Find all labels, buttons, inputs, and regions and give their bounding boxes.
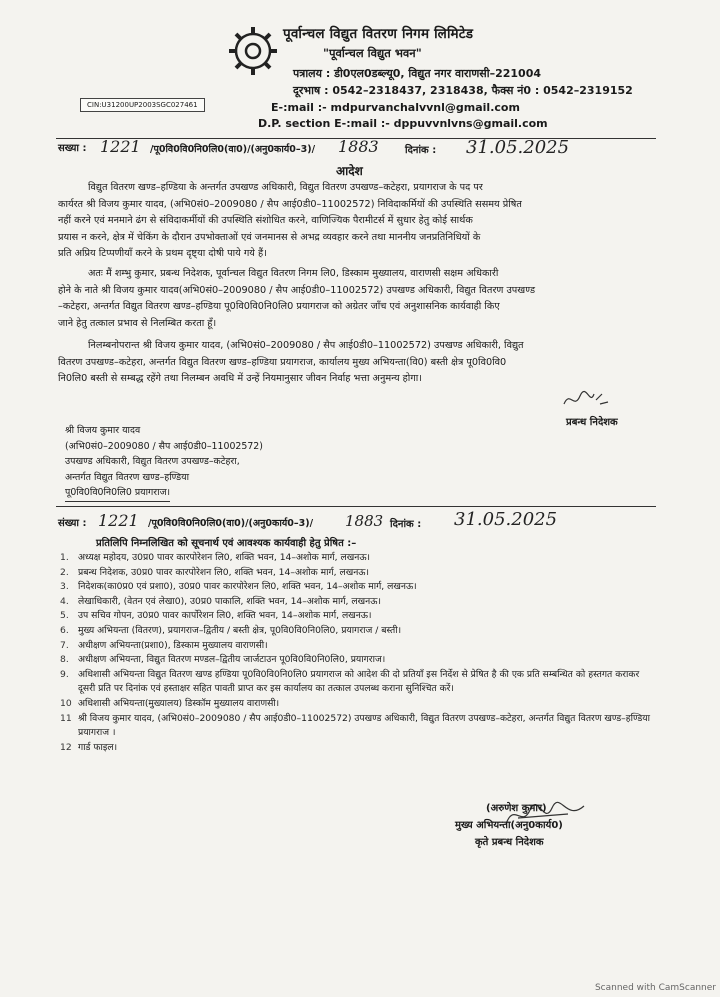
scanner-watermark: Scanned with CamScanner: [594, 983, 716, 993]
list-number: 7.: [60, 639, 69, 651]
paragraph-3: [58, 338, 656, 388]
list-number: 2.: [60, 566, 69, 578]
paragraph-1: [58, 180, 656, 263]
ref-date: 31.05.2025: [466, 137, 570, 158]
list-text: अधिशासी अभियन्ता(मुख्यालय) डिस्कॉम मुख्यालय वाराणसी।: [78, 697, 280, 709]
ref2-label: संख्या :: [58, 518, 87, 529]
list-text: उप सचिव गोपन, उ0प्र0 पावर कार्पोरेशन लि0, शक्ति भवन, 14–अशोक मार्ग, लखनऊ।: [78, 610, 372, 622]
list-item: [60, 697, 656, 712]
corporation-logo: [226, 24, 280, 78]
phone-line: दूरभाष : 0542–2318437, 2318438, फैक्स नं0 : 0542–2319152: [293, 84, 633, 97]
list-item: [60, 580, 656, 595]
list-text: प्रबन्ध निदेशक, उ0प्र0 पावर कारपोरेशन लि0, शक्ति भवन, 14–अशोक मार्ग, लखनऊ।: [78, 566, 370, 578]
org-name: पूर्वान्चल विद्युत वितरण निगम लिमिटेड: [283, 26, 474, 42]
ref-number: 1221: [100, 137, 141, 156]
email-line: E-:mail :- mdpurvanchalvvnl@gmail.com: [271, 101, 520, 114]
list-item: [60, 653, 656, 668]
p3-line: निलम्बनोपरान्त श्री विजय कुमार यादव, (अभि0सं0–2009080 / सैप आई0डी0–11002572) उपखण्ड अधिकारी, विद्युत: [88, 340, 524, 351]
list-text: मुख्य अभियन्ता (वितरण), प्रयागराज–द्वितीय / बस्ती क्षेत्र, पू0वि0वि0नि0लि0, प्रयागराज / बस्ती।: [78, 624, 402, 636]
addressee-line: पू0वि0वि0नि0लि0 प्रयागराज।: [65, 485, 170, 502]
signatory-md: प्रबन्ध निदेशक: [566, 417, 618, 428]
paragraph-2: [58, 266, 656, 332]
addressee-line: (अभि0सं0–2009080 / सैप आई0डी0–11002572): [65, 440, 263, 452]
list-number: 6.: [60, 624, 69, 636]
list-item: [60, 639, 656, 654]
p2-line: –कटेहरा, अन्तर्गत विद्युत वितरण खण्ड–हण्डिया पू0वि0वि0नि0लि0 प्रयागराज को अग्रेतर जाँच एवं अनुशासनिक कार्यवाही किए: [58, 301, 500, 312]
list-text: अधीक्षण अभियन्ता, विद्युत वितरण मण्डल–द्वितीय जार्जटाउन पू0वि0वि0नि0लि0, प्रयागराज।: [78, 654, 386, 666]
p3-line: नि0लि0 बस्ती से सम्बद्ध रहेंगे तथा निलम्बन अवधि में उन्हें नियमानुसार जीवन निर्वाह भत्ता अनुमन्य होगा।: [58, 373, 422, 384]
list-item: [60, 595, 656, 610]
p2-line: होने के नाते श्री विजय कुमार यादव(अभि0सं0–2009080 / सैप आई0डी0–11002572) उपखण्ड अधिकारी, विद्युत वितरण उपखण्ड: [58, 284, 536, 296]
list-text: अध्यक्ष महोदय, उ0प्र0 पावर कारपोरेशन लि0, शक्ति भवन, 14–अशोक मार्ग, लखनऊ।: [78, 552, 371, 563]
addressee-line: अन्तर्गत विद्युत वितरण खण्ड–हण्डिया: [65, 471, 190, 483]
order-title: आदेश: [336, 164, 363, 178]
p3-line: वितरण उपखण्ड–कटेहरा, अन्तर्गत विद्युत वितरण खण्ड–हण्डिया प्रयागराज, कार्यालय मुख्य अभियन्ता(वि0) बस्ती क्षेत्र पू0वि0वि0: [58, 356, 507, 368]
list-item: [60, 624, 656, 639]
ref-office-code: /पू0वि0वि0नि0लि0(वा0)/(अनु0कार्य0–3)/: [150, 144, 316, 155]
ref2-date-label: दिनांक :: [390, 519, 422, 530]
section-divider: [56, 506, 656, 507]
list-number: 9.: [60, 668, 69, 680]
signature-md: [560, 388, 610, 412]
signatory2-name: (अरुणेश कुमार): [486, 803, 547, 814]
list-item: [60, 668, 656, 697]
list-number: 3.: [60, 581, 69, 593]
list-number: 12: [60, 741, 72, 753]
list-item: [60, 551, 656, 566]
list-number: 1.: [60, 552, 69, 563]
list-text: अधिशासी अभियन्ता विद्युत वितरण खण्ड हण्डिया पू0वि0वि0नि0लि0 प्रयागराज को आदेश की दो प्रतियाँ इस निर्देश से प्रेषित है की एक प्रति सम्बन्धित को हस्तगत कराकर दूसरी प्रति पर दिनांक एवं हस्ताक्षर सहित पावती प्राप्त कर इस कार्यालय का तत्काल उपलब्ध कराना सुनिश्चित करें।: [78, 668, 640, 695]
addressee-line: उपखण्ड अधिकारी, विद्युत वितरण उपखण्ड–कटेहरा,: [65, 456, 240, 467]
ref2-office-code: /पू0वि0वि0नि0लि0(वा0)/(अनु0कार्य0–3)/: [148, 518, 314, 529]
list-item: [60, 609, 656, 624]
list-number: 8.: [60, 654, 69, 666]
ref2-handwritten-no: 1883: [345, 512, 384, 530]
list-item: [60, 566, 656, 581]
list-text: लेखाधिकारी, (वेतन एवं लेखा0), उ0प्र0 पाकालि, शक्ति भवन, 14–अशोक मार्ग, लखनऊ।: [78, 595, 381, 607]
list-text: गार्ड फाइल।: [78, 741, 118, 753]
list-number: 5.: [60, 610, 69, 622]
list-number: 11: [60, 712, 72, 724]
list-text: निदेशक(का0प्र0 एवं प्रशा0), उ0प्र0 पावर कारपोरेशन लि0, शक्ति भवन, 14–अशोक मार्ग, लखनऊ।: [78, 581, 417, 593]
p1-line: नहीं करने एवं मनमाने ढंग से संविदाकर्मीयों की उपस्थिति संशोधित करने, वाणिज्यिक पैरामीटर्स में सुधार हेतु कोई सार्थक: [58, 215, 473, 226]
list-item: [60, 712, 656, 741]
p1-line: प्रयास न करने, क्षेत्र में चेकिंग के दौरान उपभोक्ताओं एवं जनमानस से अभद्र व्यवहार करने तथा माननीय जनप्रतिनिधियों के: [58, 231, 481, 243]
list-number: 4.: [60, 595, 69, 607]
addressee-line: श्री विजय कुमार यादव: [65, 425, 141, 436]
list-text: अधीक्षण अभियन्ता(प्रशा0), डिस्काम मुख्यालय वाराणसी।: [78, 639, 268, 651]
addressee-block: [65, 423, 263, 502]
cin-number: CIN:U31200UP2003SGC027461: [80, 98, 205, 112]
p2-line: अतः मैं शम्भु कुमार, प्रबन्ध निदेशक, पूर्वान्चल विद्युत वितरण निगम लि0, डिस्काम मुख्यालय, वाराणसी सक्षम अधिकारी: [88, 268, 499, 279]
p2-line: जाने हेतु तत्काल प्रभाव से निलम्बित करता हूँ।: [58, 317, 217, 329]
ref-label: सख्या :: [58, 143, 87, 154]
p1-line: कार्यरत श्री विजय कुमार यादव, (अभि0सं0–2009080 / सैप आई0डी0–11002572) निविदाकर्मियों की उपस्थिति ससमय प्रेषित: [58, 198, 522, 210]
ref2-number: 1221: [98, 511, 139, 530]
building-name: "पूर्वान्चल विद्युत भवन": [323, 46, 422, 60]
list-item: [60, 741, 656, 756]
p1-line: प्रति अप्रिय टिप्पणीयाँ करने के प्रथम दृष्ट्या दोषी पाये गये हैं।: [58, 248, 267, 259]
signatory2-on-behalf: कृते प्रबन्ध निदेशक: [475, 837, 544, 848]
list-number: 10: [60, 697, 72, 709]
list-text: श्री विजय कुमार यादव, (अभि0सं0–2009080 / सैप आई0डी0–11002572) उपखण्ड अधिकारी, विद्युत वितरण उपखण्ड–कटेहरा, अन्तर्गत विद्युत वितरण खण्ड–हण्डिया प्रयागराज ।: [78, 712, 651, 739]
signatory2-designation: मुख्य अभियन्ता(अनु0कार्य0): [455, 820, 563, 831]
ref-date-label: दिनांक :: [405, 145, 437, 156]
ref-handwritten-no: 1883: [338, 137, 379, 156]
p1-line: विद्युत वितरण खण्ड–हण्डिया के अन्तर्गत उपखण्ड अधिकारी, विद्युत वितरण उपखण्ड–कटेहरा, प्रयागराज के पद पर: [88, 182, 483, 193]
copy-heading: प्रतिलिपि निम्नलिखित को सूचनार्थ एवं आवश्यक कार्यवाही हेतु प्रेषित :–: [96, 538, 357, 549]
dp-email-line: D.P. section E-:mail :- dppuvvnlvns@gmail.com: [258, 117, 548, 130]
copy-list: [60, 551, 656, 755]
address-line: पत्रालय : डी0एल0डब्ल्यू0, विद्युत नगर वाराणसी–221004: [293, 67, 542, 80]
ref2-date: 31.05.2025: [454, 509, 558, 530]
